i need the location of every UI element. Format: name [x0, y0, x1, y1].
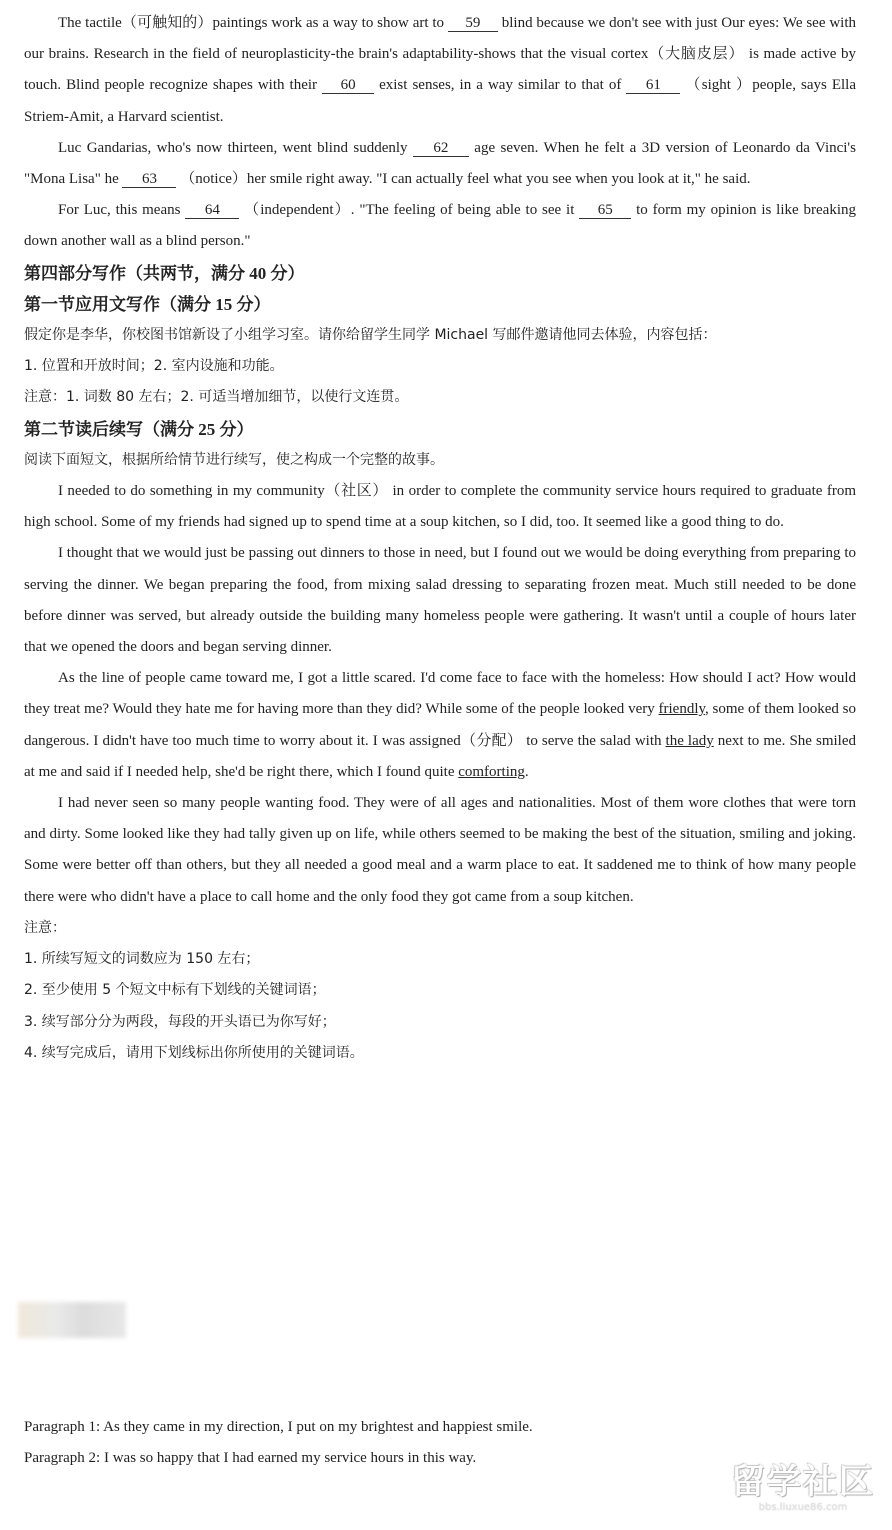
section-1-prompt: 假定你是李华，你校图书馆新设了小组学习室。请你给留学生同学 Michael 写邮件邀请他同去体验，内容包括： [24, 327, 717, 344]
note-4: 4. 续写完成后，请用下划线标出你所使用的关键词语。 [24, 1044, 364, 1061]
passage-paragraph-2: Luc Gandarias, who's now thirteen, went blind suddenly 62 age seven. When he felt a 3D version of Leonardo da Vinci's "Mona Lisa" he 63 （notice）her smile right away. "I can actually feel what you see when you look at it," he said. [24, 139, 856, 188]
blank-63[interactable]: 63 [122, 171, 176, 188]
blank-60[interactable]: 60 [322, 77, 374, 94]
story-paragraph-4: I had never seen so many people wanting food. They were of all ages and nationalities. Most of them wore clothes that were torn and dirty. Some looked like they had tally given up on life, while others seemed to be making the best of the situation, smiling and joking. Some were better off than others, but they all needed a good meal and a warm place to eat. It saddened me to think of how many people there were who didn't have a place to call home and the only food they got came from a soup kitchen. [24, 795, 856, 905]
paragraph-2-starter: Paragraph 2: I was so happy that I had earned my service hours in this way. [24, 1450, 477, 1466]
watermark-main-text: 留学社区 [731, 1462, 875, 1502]
note-3: 3. 续写部分分为两段，每段的开头语已为你写好； [24, 1013, 336, 1030]
story-paragraph-3: As the line of people came toward me, I got a little scared. I'd come face to face with the homeless: How should I act? How would they treat me? Would they hate me for having more than they did? While some of the people looked very friendly, some of them looked so dangerous. I didn't have too much time to worry about it. I was assigned（分配） to serve the salad with the lady next to me. She smiled at me and said if I needed help, she'd be right there, which I found quite comforting. [24, 670, 856, 780]
blank-65[interactable]: 65 [579, 202, 631, 219]
note-2: 2. 至少使用 5 个短文中标有下划线的关键词语； [24, 982, 326, 999]
keyword-comforting: comforting [458, 763, 525, 780]
section-1-requirements: 1. 位置和开放时间；2. 室内设施和功能。 [24, 358, 284, 375]
notes-title: 注意： [24, 919, 66, 936]
passage-paragraph-3: For Luc, this means 64 （independent）. "The feeling of being able to see it 65 to form my opinion is like breaking down another wall as a blind person." [24, 202, 856, 250]
watermark-url-text: bbs.liuxue86.com [758, 1502, 848, 1513]
blank-59[interactable]: 59 [448, 15, 498, 32]
writing-part-title: 第四部分写作（共两节，满分 40 分） [24, 263, 305, 283]
blank-64[interactable]: 64 [185, 202, 239, 219]
site-watermark-logo [728, 1462, 878, 1518]
blurred-image-placeholder [18, 1302, 126, 1338]
keyword-friendly: friendly [658, 701, 706, 718]
paragraph-1-starter: Paragraph 1: As they came in my direction, I put on my brightest and happiest smile. [24, 1419, 533, 1435]
note-1: 1. 所续写短文的词数应为 150 左右； [24, 951, 260, 968]
section-2-intro: 阅读下面短文，根据所给情节进行续写，使之构成一个完整的故事。 [24, 451, 444, 468]
story-paragraph-1: I needed to do something in my community（社区） in order to complete the community service hours required to graduate from high school. Some of my friends had signed up to spend time at a soup kitchen, so I did, too. It seemed like a good thing to do. [24, 483, 856, 531]
section-2-title: 第二节读后续写（满分 25 分） [24, 419, 254, 439]
blank-61[interactable]: 61 [626, 77, 680, 94]
section-1-notes: 注意：1. 词数 80 左右；2. 可适当增加细节，以使行文连贯。 [24, 389, 409, 406]
blank-62[interactable]: 62 [413, 140, 469, 157]
document-body [24, 8, 856, 1069]
passage-paragraph-1: The tactile（可触知的）paintings work as a way to show art to 59 blind because we don't see with just Our eyes: We see with our brains. Research in the field of neuroplasticity-the brain's adaptability-shows that the visual cortex（大脑皮层） is made active by touch. Blind people recognize shapes with their 60 exist senses, in a way similar to that of 61 （sight ）people, says Ella Striem-Amit, a Harvard scientist. [24, 15, 857, 125]
section-1-title: 第一节应用文写作（满分 15 分） [24, 294, 271, 314]
story-paragraph-2: I thought that we would just be passing out dinners to those in need, but I found out we would be doing everything from preparing to serving the dinner. We began preparing the food, from mixing salad dressing to separating frozen meat. Much still needed to be done before dinner was served, but already outside the building many homeless people were gathering. It wasn't until a couple of hours later that we opened the doors and began serving dinner. [24, 545, 856, 656]
keyword-the-lady: the lady [665, 732, 714, 749]
